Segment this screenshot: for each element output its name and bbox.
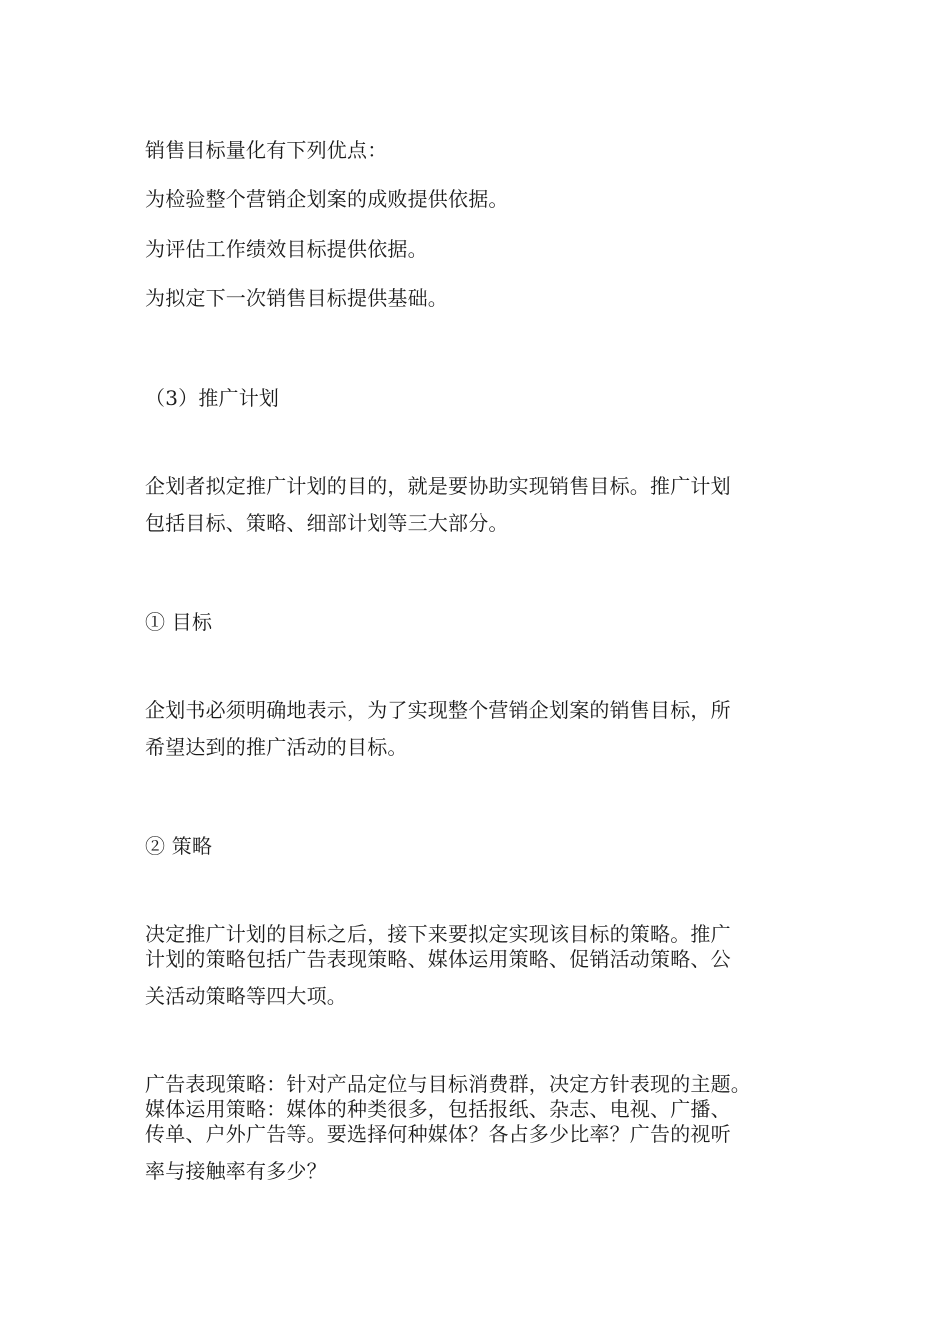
details-line-4: 率与接触率有多少？ bbox=[145, 1159, 327, 1183]
details-line-2: 媒体运用策略：媒体的种类很多，包括报纸、杂志、电视、广播、 bbox=[145, 1097, 731, 1121]
goal-paragraph-line-1: 企划书必须明确地表示，为了实现整个营销企划案的销售目标，所 bbox=[145, 698, 731, 722]
promotion-paragraph-line-2: 包括目标、策略、细部计划等三大部分。 bbox=[145, 511, 509, 535]
intro-point-2: 为评估工作绩效目标提供依据。 bbox=[145, 237, 428, 261]
details-line-3: 传单、户外广告等。要选择何种媒体？各占多少比率？广告的视听 bbox=[145, 1122, 731, 1146]
intro-title: 销售目标量化有下列优点： bbox=[145, 138, 388, 162]
goal-paragraph-line-2: 希望达到的推广活动的目标。 bbox=[145, 735, 408, 759]
promotion-paragraph-line-1: 企划者拟定推广计划的目的，就是要协助实现销售目标。推广计划 bbox=[145, 474, 731, 498]
strategy-paragraph-line-2: 计划的策略包括广告表现策略、媒体运用策略、促销活动策略、公 bbox=[145, 947, 731, 971]
subheading-strategy: ② 策略 bbox=[145, 834, 213, 858]
intro-point-1: 为检验整个营销企划案的成败提供依据。 bbox=[145, 187, 509, 211]
strategy-paragraph-line-1: 决定推广计划的目标之后，接下来要拟定实现该目标的策略。推广 bbox=[145, 922, 731, 946]
details-line-1: 广告表现策略：针对产品定位与目标消费群，决定方针表现的主题。 bbox=[145, 1072, 751, 1096]
subheading-goal: ① 目标 bbox=[145, 610, 213, 634]
strategy-paragraph-line-3: 关活动策略等四大项。 bbox=[145, 984, 347, 1008]
section-heading-promotion-plan: （3）推广计划 bbox=[145, 386, 280, 410]
intro-point-3: 为拟定下一次销售目标提供基础。 bbox=[145, 286, 448, 310]
